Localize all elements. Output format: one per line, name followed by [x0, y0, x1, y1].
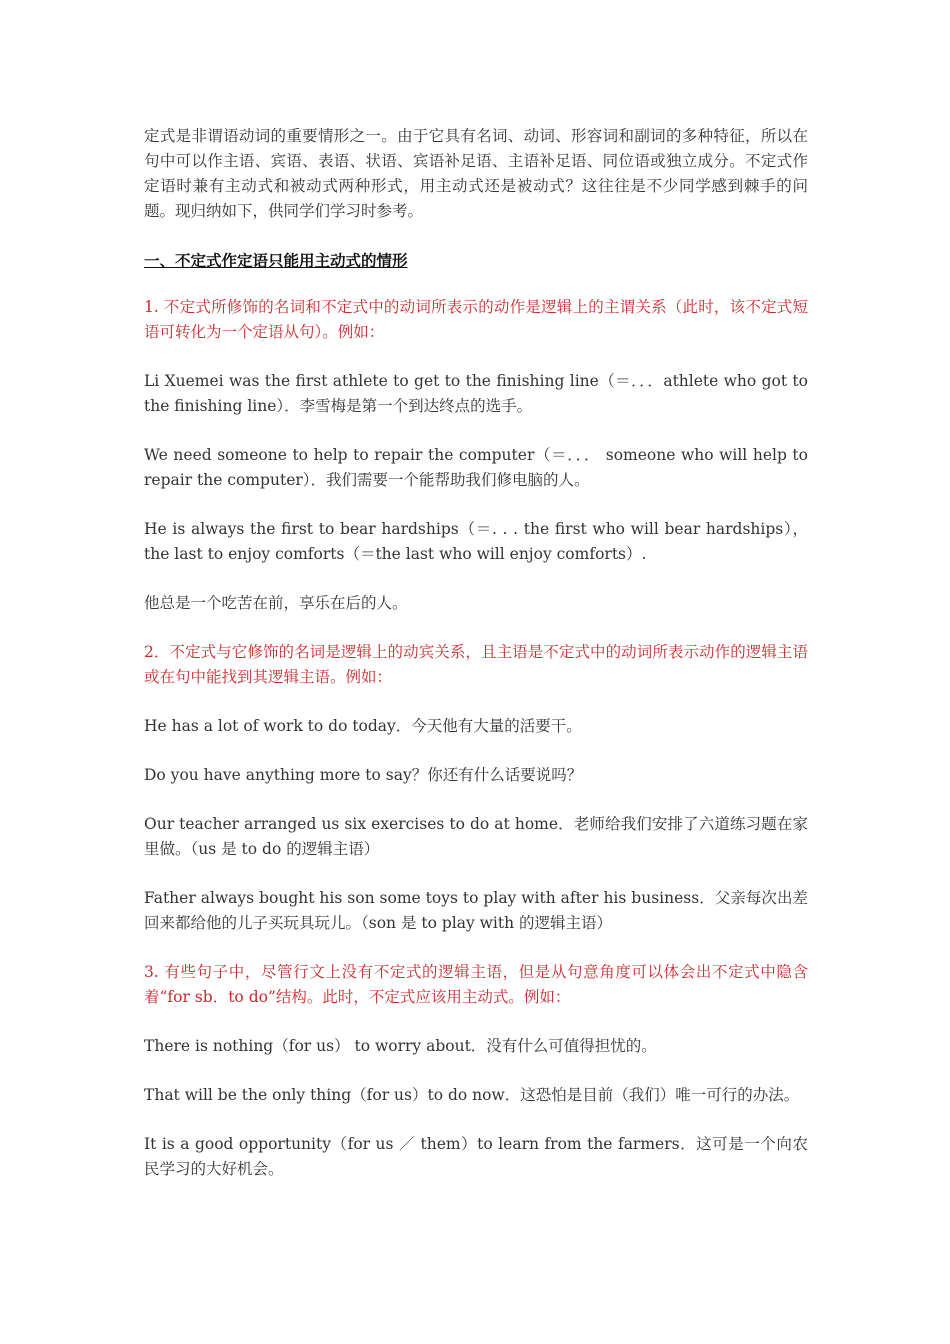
- rule-1: 1. 不定式所修饰的名词和不定式中的动词所表示的动作是逻辑上的主谓关系（此时，该不定式短语可转化为一个定语从句）。例如：: [144, 298, 808, 341]
- example-6: Our teacher arranged us six exercises to do at home．老师给我们安排了六道练习题在家里做。（us 是 to do 的逻辑主语）: [144, 815, 808, 858]
- intro-paragraph: 定式是非谓语动词的重要情形之一。由于它具有名词、动词、形容词和副词的多种特征，所以在句中可以作主语、宾语、表语、状语、宾语补足语、主语补足语、同位语或独立成分。不定式作定语时兼有主动式和被动式两种形式，用主动式还是被动式？这往往是不少同学感到棘手的问题。现归纳如下，供同学们学习时参考。: [144, 127, 808, 220]
- example-5: Do you have anything more to say？你还有什么话要说吗？: [144, 766, 583, 784]
- example-3: He is always the first to bear hardships（＝. . . the first who will bear hardships），the last to enjoy comforts（＝the last who will enjoy comforts）.: [144, 520, 808, 563]
- rule-3: 3. 有些句子中，尽管行文上没有不定式的逻辑主语，但是从句意角度可以体会出不定式中隐含着“for sb．to do”结构。此时，不定式应该用主动式。例如：: [144, 963, 808, 1006]
- example-10: It is a good opportunity（for us ／ them）to learn from the farmers．这可是一个向农民学习的大好机会。: [144, 1135, 808, 1178]
- example-8: There is nothing（for us） to worry about．没有什么可值得担忧的。: [144, 1037, 657, 1055]
- rule-2: 2．不定式与它修饰的名词是逻辑上的动宾关系，且主语是不定式中的动词所表示动作的逻辑主语或在句中能找到其逻辑主语。例如：: [144, 643, 808, 686]
- example-9: That will be the only thing（for us）to do now．这恐怕是目前（我们）唯一可行的办法。: [144, 1086, 800, 1104]
- document-page: [144, 124, 808, 1206]
- example-4: He has a lot of work to do today．今天他有大量的活要干。: [144, 717, 582, 735]
- example-3-translation: 他总是一个吃苦在前，享乐在后的人。: [144, 594, 408, 612]
- example-2: We need someone to help to repair the computer（＝．．． someone who will help to repair the computer）．我们需要一个能帮助我们修电脑的人。: [144, 446, 808, 489]
- example-1: Li Xuemei was the first athlete to get to the finishing line（＝．．．athlete who got to the finishing line）．李雪梅是第一个到达终点的选手。: [144, 372, 808, 415]
- section-heading: 一、不定式作定语只能用主动式的情形: [144, 251, 408, 270]
- example-7: Father always bought his son some toys to play with after his business．父亲每次出差回来都给他的儿子买玩具玩儿。（son 是 to play with 的逻辑主语）: [144, 889, 808, 932]
